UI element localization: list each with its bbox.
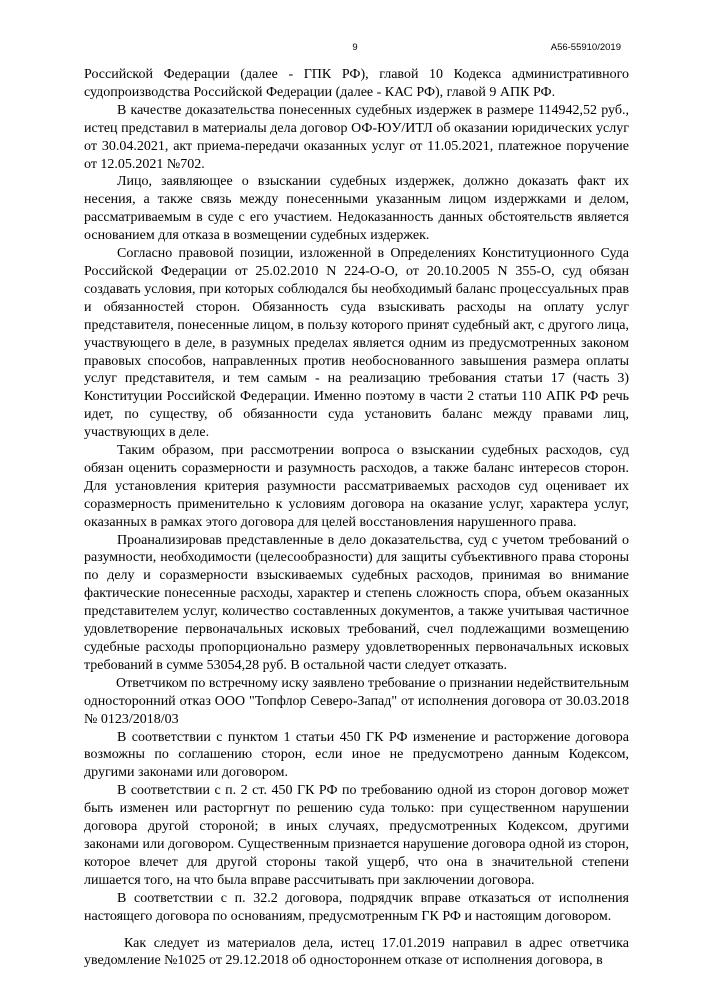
page-header <box>0 42 707 56</box>
paragraph-court-analysis: Проанализировав представленные в дело доказательства, суд с учетом требований о разумности, необходимости (целесообразности) для защиты субъективного права стороны по делу и соразмерности взыскиваемых судебных расходов, принимая во внимание фактические понесенные расходы, характер и степень сложность спора, объем оказанных представителем услуг, количество составленных документов, а также учитывая частичное удовлетворение первоначальных исковых требований, счел подлежащими возмещению судебные расходы пропорционально размеру удовлетворенных первоначальных исковых требований в сумме 53054,28 руб. В остальной части следует отказать. <box>84 532 629 673</box>
paragraph-evidence-costs: В качестве доказательства понесенных судебных издержек в размере 114942,52 руб., истец представил в материалы дела договор ОФ-ЮУ/ИТЛ об оказании юридических услуг от 30.04.2021, акт приема-передачи оказанных услуг от 11.05.2021, платежное поручение от 12.05.2021 №702. <box>84 102 629 172</box>
paragraph-case-materials: Как следует из материалов дела, истец 17.01.2019 направил в адрес ответчика уведомление №1025 от 29.12.2018 об одностороннем отказе от исполнения договора, в <box>84 935 629 969</box>
case-number: А56-55910/2019 <box>550 42 621 53</box>
document-body <box>84 66 629 970</box>
paragraph-burden-of-proof: Лицо, заявляющее о взыскании судебных издержек, должно доказать факт их несения, а также связь между понесенными указанным лицом издержками и делом, рассматриваемым в суде с его участием. Недоказанность данных обстоятельств является основанием для отказа в возмещении судебных издержек. <box>84 174 629 244</box>
page-number: 9 <box>352 42 358 53</box>
paragraph-contract-32-2: В соответствии с п. 32.2 договора, подрядчик вправе отказаться от исполнения настоящего договора по основаниям, предусмотренным ГК РФ и настоящим договором. <box>84 890 629 924</box>
paragraph-reasonableness: Таким образом, при рассмотрении вопроса о взыскании судебных расходов, суд обязан оценить соразмерности и разумность расходов, а также баланс интересов сторон. Для установления критерия разумности рассматриваемых расходов суд оценивает их соразмерность применительно к условиям договора на оказание услуг, характера услуг, оказанных в рамках этого договора для целей восстановления нарушенного права. <box>84 443 629 530</box>
paragraph-constitutional-court-position: Согласно правовой позиции, изложенной в Определениях Конституционного Суда Российской Федерации от 25.02.2010 N 224-О-О, от 20.10.2005 N 355-О, суд обязан создавать условия, при которых соблюдался бы необходимый баланс процессуальных прав и обязанностей сторон. Обязанность суда взыскивать расходы на оплату услуг представителя, понесенные лицом, в пользу которого принят судебный акт, с другого лица, участвующего в деле, в разумных пределах является одним из предусмотренных законом правовых способов, направленных против необоснованного завышения размера оплаты услуг представителя, и тем самым - на реализацию требования статьи 17 (часть 3) Конституции Российской Федерации. Именно поэтому в части 2 статьи 110 АПК РФ речь идет, по существу, об обязанности суда установить баланс между правами лиц, участвующих в деле. <box>84 246 629 441</box>
paragraph-continuation: Российской Федерации (далее - ГПК РФ), главой 10 Кодекса административного судопроизводства Российской Федерации (далее - КАС РФ), главой 9 АПК РФ. <box>84 67 629 100</box>
paragraph-counterclaim: Ответчиком по встречному иску заявлено требование о признании недействительным односторонний отказ ООО "Топфлор Северо-Запад" от исполнения договора от 30.03.2018 № 0123/2018/03 <box>84 675 629 727</box>
paragraph-article-450-1: В соответствии с пунктом 1 статьи 450 ГК РФ изменение и расторжение договора возможны по соглашению сторон, если иное не предусмотрено данным Кодексом, другими законами или договором. <box>84 729 629 781</box>
paragraph-article-450-2: В соответствии с п. 2 ст. 450 ГК РФ по требованию одной из сторон договор может быть изменен или расторгнут по решению суда только: при существенном нарушении договора другой стороной; в иных случаях, предусмотренных Кодексом, другими законами или договором. Существенным признается нарушение договора одной из сторон, которое влечет для другой стороны такой ущерб, что она в значительной степени лишается того, на что была вправе рассчитывать при заключении договора. <box>84 783 629 888</box>
